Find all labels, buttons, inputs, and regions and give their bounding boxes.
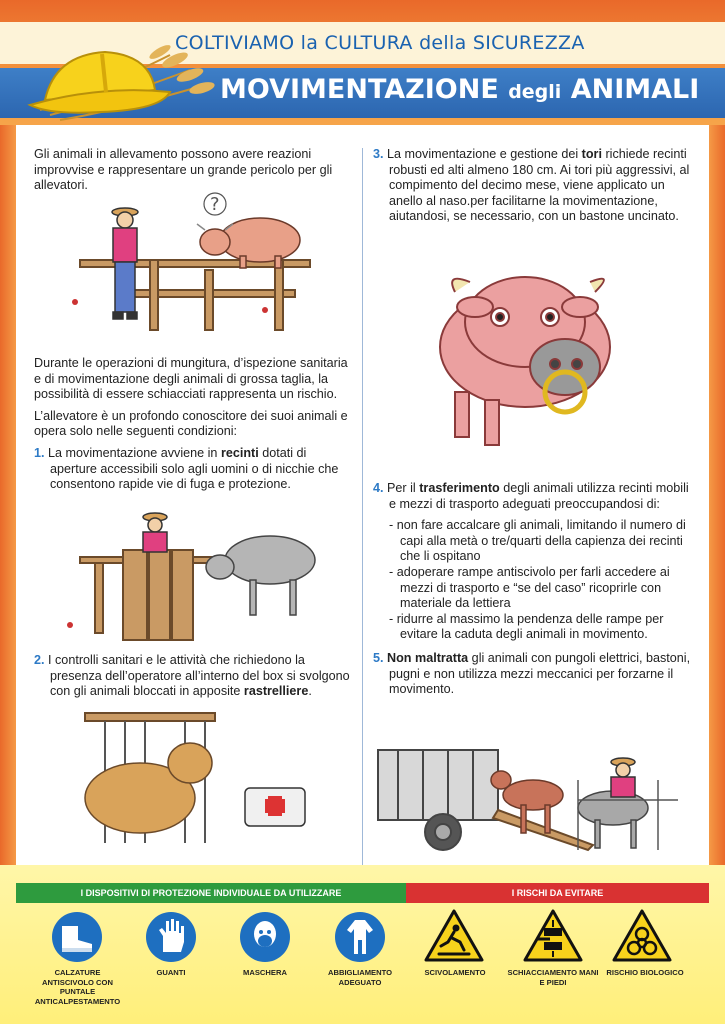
title-part-small: degli [508, 81, 562, 103]
dash-item: - adoperare rampe antiscivolo per farli accedere ai mezzi di trasporto e “se del caso” ricoprirle con materiale da lettiera [389, 564, 670, 611]
headlock-rack-illustration [70, 708, 330, 856]
item-3-bold: tori [581, 147, 602, 161]
intro-text: Gli animali in allevamento possono avere reazioni improvvise e rappresentare un grande pericolo per gli allevatori. [34, 147, 333, 193]
transfer-dash-list [373, 518, 691, 643]
left-item-2 [34, 653, 352, 706]
dash-item: - non fare accalcare gli animali, limitando il numero di capi alla metà o tre/quarti della capienza dei recinti che li ospitano [389, 518, 686, 564]
item-3-text-a: La movimentazione e gestione dei [387, 147, 582, 161]
trailer-ramp-illustration [373, 740, 691, 858]
left-body [34, 356, 352, 499]
item-4-text-a: Per il [387, 481, 420, 495]
item-4-bold: trasferimento [419, 481, 500, 495]
risk-label-crush: SCHIACCIAMENTO MANI E PIEDI [507, 968, 599, 987]
page-title [220, 74, 699, 105]
risk-label-biohazard: RISCHIO BIOLOGICO [606, 968, 684, 977]
dash-item: - ridurre al massimo la pendenza delle rampe per evitare la caduta degli animali in movimento. [389, 611, 664, 642]
gate-escape-illustration [55, 505, 335, 645]
item-1-number: 1. [34, 445, 45, 460]
risk-label-slip: SCIVOLAMENTO [424, 968, 486, 977]
item-4 [373, 481, 691, 512]
subtitle: COLTIVIAMO la CULTURA della SICUREZZA [175, 32, 585, 54]
item-3-number: 3. [373, 147, 384, 161]
frame-left [0, 125, 16, 865]
item-5-text-b: gli animali con pungoli elettrici, bastoni, pugni e non utilizza mezzi meccanici per forzarne il movimento. [389, 650, 691, 697]
ppe-label-gloves: GUANTI [156, 968, 186, 977]
item-2-number: 2. [34, 653, 45, 667]
mask-icon [240, 912, 290, 962]
item-5-number: 5. [373, 650, 384, 665]
item-4-number: 4. [373, 481, 384, 495]
item-5 [373, 651, 691, 698]
right-item-4 [373, 481, 691, 704]
title-part-2: ANIMALI [570, 74, 700, 105]
svg-text:?: ? [210, 194, 220, 215]
helmet-wheat-logo [10, 30, 220, 130]
farmer-cow-fence-illustration [65, 190, 325, 340]
risk-header: I RISCHI DA EVITARE [406, 883, 709, 903]
frame-right [709, 125, 725, 865]
item-1-text-a: La movimentazione avviene in [48, 445, 221, 460]
item-4-text-b: degli animali utilizza recinti mobili e mezzi di trasporto adeguati preoccupandosi di: [389, 481, 689, 511]
safety-boot-icon [52, 912, 102, 962]
item-5-bold: Non maltratta [387, 650, 469, 665]
item-2-text-b: . [308, 684, 312, 699]
item-3 [373, 147, 691, 225]
item-1 [34, 446, 352, 493]
item-2-text-a: I controlli sanitari e le attività che richiedono la presenza dell’operatore all’interno del box si svolgono con gli animali bloccati in apposite [48, 653, 350, 699]
overalls-icon [335, 912, 385, 962]
para-conditions: L’allevatore è un profondo conoscitore dei suoi animali e opera solo nelle seguenti condizioni: [34, 408, 348, 439]
column-divider [362, 148, 363, 868]
title-part-1: MOVIMENTAZIONE [220, 74, 499, 105]
item-1-text-b: dotati di aperture accessibili solo agli uomini o di nicchie che consentono rapide vie di fuga e protezione. [50, 445, 339, 492]
slip-icon [423, 908, 485, 964]
glove-icon [146, 912, 196, 962]
item-1-bold: recinti [220, 445, 259, 460]
item-2 [34, 653, 352, 700]
ppe-label-clothing: ABBIGLIAMENTO ADEGUATO [328, 968, 392, 987]
item-3-text-b: richiede recinti robusti ed alti almeno 180 cm. Ai tori più aggressivi, al compimento del decimo mese, viene applicato un anello al naso.per facilitarne la movimentazione, aiutandosi, se necessario, con un bastone uncinato. [389, 147, 690, 224]
item-2-bold: rastrelliere [243, 684, 309, 699]
biohazard-icon [611, 908, 673, 964]
ppe-label-boots: CALZATURE ANTISCIVOLO CON PUNTALE ANTICALPESTAMENTO [34, 968, 121, 1006]
bull-nose-ring-illustration [415, 262, 645, 462]
crush-icon [522, 908, 584, 964]
right-item-3 [373, 147, 691, 231]
para-milking: Durante le operazioni di mungitura, d’ispezione sanitaria e di movimentazione degli animali di grossa taglia, la possibilità di essere schiacciati rappresenta un rischio. [34, 356, 348, 402]
ppe-label-mask: MASCHERA [243, 968, 287, 977]
ppe-header: I DISPOSITIVI DI PROTEZIONE INDIVIDUALE DA UTILIZZARE [16, 883, 406, 903]
